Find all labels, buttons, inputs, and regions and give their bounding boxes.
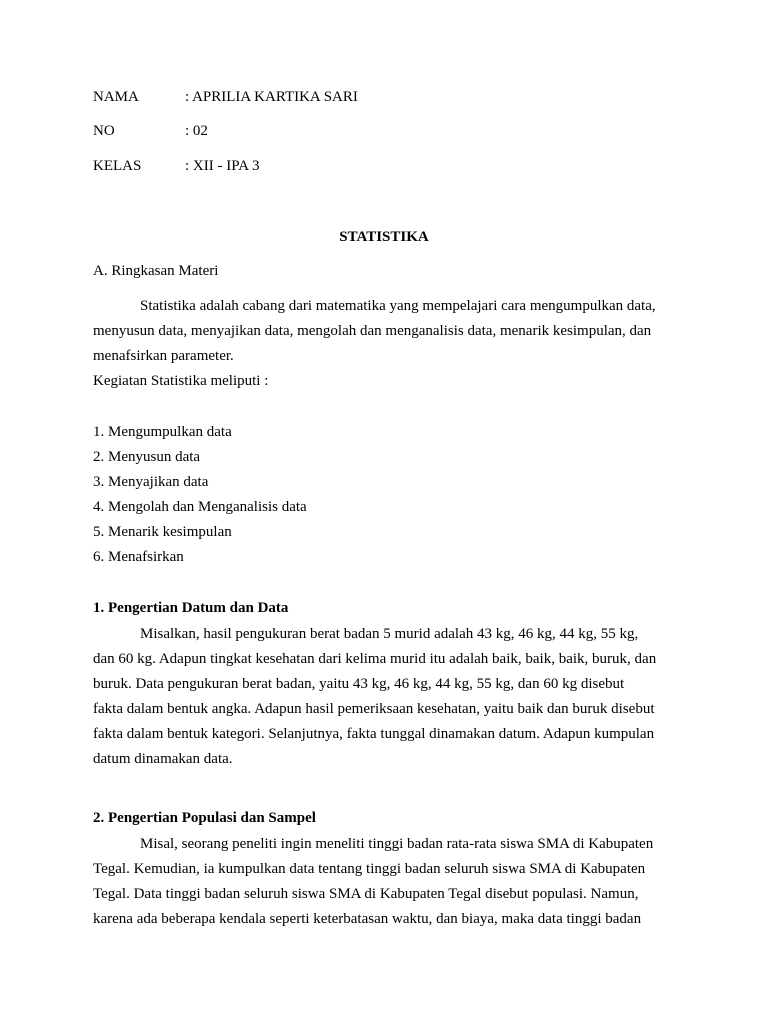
section-a-paragraph-line: Statistika adalah cabang dari matematika yang mempelajari cara mengumpulkan data, [140, 298, 656, 314]
nama-label: NAMA [93, 89, 139, 105]
kelas-value: : XII - IPA 3 [185, 158, 260, 174]
section-2-line: Tegal. Data tinggi badan seluruh siswa SMA di Kabupaten Tegal disebut populasi. Namun, [93, 886, 639, 902]
section-1-line: datum dinamakan data. [93, 751, 233, 767]
kegiatan-item: 4. Mengolah dan Menganalisis data [93, 499, 307, 515]
section-2-heading: 2. Pengertian Populasi dan Sampel [93, 810, 316, 826]
section-1-line: buruk. Data pengukuran berat badan, yaitu 43 kg, 46 kg, 44 kg, 55 kg, dan 60 kg disebut [93, 676, 625, 692]
kegiatan-item: 3. Menyajikan data [93, 474, 209, 490]
section-1-line: Misalkan, hasil pengukuran berat badan 5 murid adalah 43 kg, 46 kg, 44 kg, 55 kg, [140, 626, 639, 642]
kelas-label: KELAS [93, 158, 142, 174]
document-title: STATISTIKA [339, 229, 429, 245]
section-1-line: fakta dalam bentuk angka. Adapun hasil pemeriksaan kesehatan, yaitu baik dan buruk disebut [93, 701, 655, 717]
kegiatan-item: 2. Menyusun data [93, 449, 201, 465]
kegiatan-item: 6. Menafsirkan [93, 549, 184, 565]
section-2-line: karena ada beberapa kendala seperti keterbatasan waktu, dan biaya, maka data tinggi badan [93, 911, 642, 927]
kegiatan-item: 5. Menarik kesimpulan [93, 524, 232, 540]
section-a-paragraph-line: menafsirkan parameter. [93, 348, 234, 364]
kegiatan-item: 1. Mengumpulkan data [93, 424, 232, 440]
no-label: NO [93, 123, 115, 139]
kegiatan-intro: Kegiatan Statistika meliputi : [93, 373, 269, 389]
section-2-line: Tegal. Kemudian, ia kumpulkan data tentang tinggi badan seluruh siswa SMA di Kabupaten [93, 861, 646, 877]
section-2-line: Misal, seorang peneliti ingin meneliti tinggi badan rata-rata siswa SMA di Kabupaten [140, 836, 654, 852]
no-value: : 02 [185, 123, 208, 139]
section-1-heading: 1. Pengertian Datum dan Data [93, 600, 289, 616]
section-a-heading: A. Ringkasan Materi [93, 263, 219, 279]
section-a-paragraph-line: menyusun data, menyajikan data, mengolah dan menganalisis data, menarik kesimpulan, dan [93, 323, 652, 339]
section-1-line: fakta dalam bentuk kategori. Selanjutnya, fakta tunggal dinamakan datum. Adapun kumpulan [93, 726, 655, 742]
section-1-line: dan 60 kg. Adapun tingkat kesehatan dari kelima murid itu adalah baik, baik, baik, buruk, dan [93, 651, 657, 667]
nama-value: : APRILIA KARTIKA SARI [185, 89, 358, 105]
